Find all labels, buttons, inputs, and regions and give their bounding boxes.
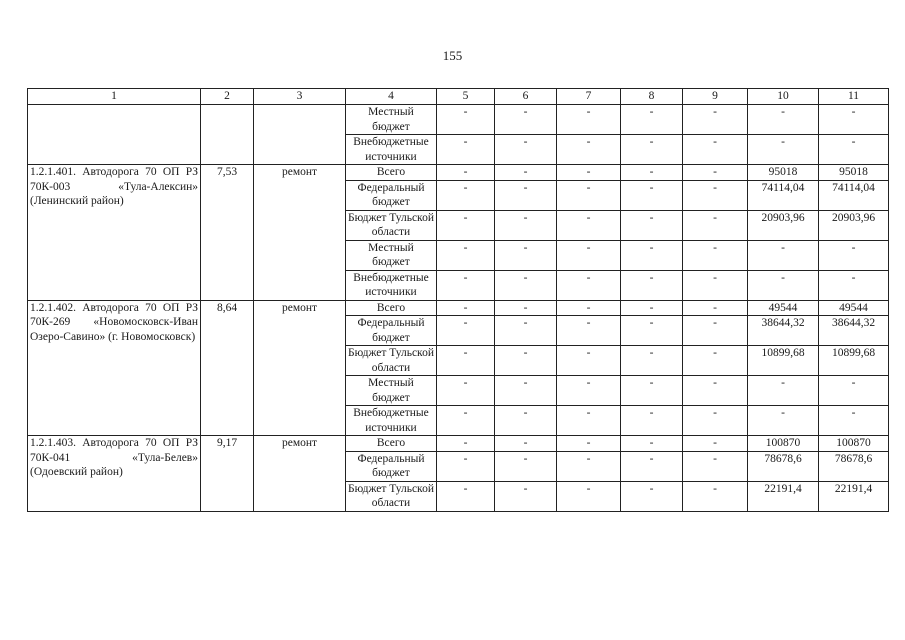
value-cell: - bbox=[495, 481, 557, 511]
value-cell: - bbox=[683, 436, 748, 452]
value-cell: - bbox=[495, 135, 557, 165]
funding-source-cell: Всего bbox=[346, 300, 437, 316]
value-cell: - bbox=[495, 300, 557, 316]
value-cell: - bbox=[495, 105, 557, 135]
funding-source-cell: Внебюджетные источники bbox=[346, 270, 437, 300]
funding-source-cell: Федеральный бюджет bbox=[346, 180, 437, 210]
value-cell: - bbox=[683, 300, 748, 316]
table-row bbox=[28, 105, 889, 135]
value-cell: - bbox=[437, 180, 495, 210]
value-cell: - bbox=[557, 105, 621, 135]
value-cell: - bbox=[557, 135, 621, 165]
funding-source-cell: Бюджет Тульской области bbox=[346, 481, 437, 511]
header-row bbox=[28, 89, 889, 105]
value-cell: - bbox=[621, 210, 683, 240]
value-cell: - bbox=[557, 406, 621, 436]
value-cell: 22191,4 bbox=[748, 481, 819, 511]
funding-source-cell: Федеральный бюджет bbox=[346, 451, 437, 481]
value-cell: - bbox=[683, 105, 748, 135]
value-cell: - bbox=[557, 316, 621, 346]
value-cell: - bbox=[437, 376, 495, 406]
value-cell: 78678,6 bbox=[819, 451, 889, 481]
value-cell: - bbox=[683, 376, 748, 406]
table-row bbox=[28, 165, 889, 181]
funding-source-cell: Федеральный бюджет bbox=[346, 316, 437, 346]
table-row bbox=[28, 436, 889, 452]
value-cell: - bbox=[819, 270, 889, 300]
value-cell: 10899,68 bbox=[748, 346, 819, 376]
value-cell: - bbox=[437, 210, 495, 240]
value-cell: - bbox=[557, 270, 621, 300]
funding-source-cell: Внебюджетные источники bbox=[346, 135, 437, 165]
value-cell: 100870 bbox=[819, 436, 889, 452]
value-cell: - bbox=[557, 481, 621, 511]
work-type-cell: ремонт bbox=[254, 436, 346, 512]
header-cell: 11 bbox=[819, 89, 889, 105]
page-number: 155 bbox=[442, 48, 463, 63]
value-cell: - bbox=[748, 270, 819, 300]
header-cell: 1 bbox=[28, 89, 201, 105]
funding-source-cell: Всего bbox=[346, 165, 437, 181]
value-cell: 74114,04 bbox=[748, 180, 819, 210]
funding-source-cell: Местный бюджет bbox=[346, 105, 437, 135]
value-cell: - bbox=[621, 406, 683, 436]
value-cell: - bbox=[621, 451, 683, 481]
value-cell: - bbox=[437, 135, 495, 165]
value-cell: - bbox=[683, 240, 748, 270]
header-cell: 2 bbox=[201, 89, 254, 105]
value-cell: - bbox=[437, 481, 495, 511]
value-cell: - bbox=[437, 406, 495, 436]
value-cell: - bbox=[683, 346, 748, 376]
value-cell: 78678,6 bbox=[748, 451, 819, 481]
value-cell: - bbox=[495, 180, 557, 210]
value-cell: - bbox=[621, 165, 683, 181]
header-cell: 7 bbox=[557, 89, 621, 105]
funding-source-cell: Бюджет Тульской области bbox=[346, 346, 437, 376]
object-name-cell: 1.2.1.401. Автодорога 70 ОП РЗ 70К-003 «Тула-Алексин» (Ленинский район) bbox=[28, 165, 201, 301]
value-cell: - bbox=[495, 210, 557, 240]
value-cell: - bbox=[495, 240, 557, 270]
header-cell: 6 bbox=[495, 89, 557, 105]
value-cell: 49544 bbox=[748, 300, 819, 316]
value-cell: - bbox=[437, 165, 495, 181]
value-cell: 49544 bbox=[819, 300, 889, 316]
value-cell: - bbox=[495, 406, 557, 436]
value-cell: - bbox=[495, 346, 557, 376]
value-cell: - bbox=[819, 376, 889, 406]
value-cell: - bbox=[437, 270, 495, 300]
table-row bbox=[28, 300, 889, 316]
header-cell: 10 bbox=[748, 89, 819, 105]
value-cell: - bbox=[557, 376, 621, 406]
value-cell: - bbox=[495, 165, 557, 181]
value-cell: - bbox=[621, 300, 683, 316]
value-cell: - bbox=[621, 376, 683, 406]
value-cell: - bbox=[557, 210, 621, 240]
value-cell: 95018 bbox=[748, 165, 819, 181]
value-cell: 95018 bbox=[819, 165, 889, 181]
value-cell: - bbox=[437, 316, 495, 346]
length-cell: 9,17 bbox=[201, 436, 254, 512]
value-cell: 20903,96 bbox=[819, 210, 889, 240]
funding-source-cell: Бюджет Тульской области bbox=[346, 210, 437, 240]
value-cell: - bbox=[621, 481, 683, 511]
value-cell: - bbox=[819, 406, 889, 436]
value-cell: - bbox=[557, 436, 621, 452]
length-cell: 7,53 bbox=[201, 165, 254, 301]
value-cell: - bbox=[621, 105, 683, 135]
value-cell: - bbox=[683, 135, 748, 165]
work-type-cell bbox=[254, 105, 346, 165]
value-cell: - bbox=[621, 316, 683, 346]
value-cell: - bbox=[748, 376, 819, 406]
value-cell: - bbox=[748, 240, 819, 270]
value-cell: - bbox=[683, 180, 748, 210]
value-cell: - bbox=[621, 135, 683, 165]
value-cell: - bbox=[437, 105, 495, 135]
funding-source-cell: Внебюджетные источники bbox=[346, 406, 437, 436]
value-cell: - bbox=[621, 270, 683, 300]
object-name-cell: 1.2.1.402. Автодорога 70 ОП РЗ 70К-269 «Новомосковск-Иван Озеро-Савино» (г. Новомосковск) bbox=[28, 300, 201, 436]
object-name-cell bbox=[28, 105, 201, 165]
value-cell: - bbox=[683, 451, 748, 481]
value-cell: - bbox=[437, 240, 495, 270]
value-cell: - bbox=[819, 240, 889, 270]
value-cell: - bbox=[557, 451, 621, 481]
value-cell: - bbox=[495, 436, 557, 452]
value-cell: - bbox=[437, 451, 495, 481]
value-cell: - bbox=[819, 135, 889, 165]
header-cell: 9 bbox=[683, 89, 748, 105]
header-cell: 5 bbox=[437, 89, 495, 105]
value-cell: - bbox=[495, 316, 557, 346]
value-cell: - bbox=[683, 165, 748, 181]
header-cell: 3 bbox=[254, 89, 346, 105]
value-cell: - bbox=[748, 406, 819, 436]
value-cell: 22191,4 bbox=[819, 481, 889, 511]
value-cell: 74114,04 bbox=[819, 180, 889, 210]
work-type-cell: ремонт bbox=[254, 165, 346, 301]
value-cell: - bbox=[748, 135, 819, 165]
value-cell: - bbox=[557, 240, 621, 270]
value-cell: - bbox=[557, 346, 621, 376]
funding-source-cell: Всего bbox=[346, 436, 437, 452]
value-cell: - bbox=[437, 436, 495, 452]
value-cell: - bbox=[557, 165, 621, 181]
value-cell: - bbox=[683, 406, 748, 436]
value-cell: - bbox=[621, 436, 683, 452]
header-cell: 8 bbox=[621, 89, 683, 105]
value-cell: - bbox=[557, 180, 621, 210]
value-cell: - bbox=[683, 481, 748, 511]
value-cell: - bbox=[495, 270, 557, 300]
length-cell: 8,64 bbox=[201, 300, 254, 436]
value-cell: - bbox=[683, 270, 748, 300]
value-cell: - bbox=[621, 346, 683, 376]
value-cell: - bbox=[621, 180, 683, 210]
value-cell: - bbox=[495, 376, 557, 406]
value-cell: 100870 bbox=[748, 436, 819, 452]
header-cell: 4 bbox=[346, 89, 437, 105]
value-cell: - bbox=[621, 240, 683, 270]
value-cell: 38644,32 bbox=[819, 316, 889, 346]
value-cell: - bbox=[748, 105, 819, 135]
budget-table bbox=[27, 88, 889, 512]
value-cell: - bbox=[437, 346, 495, 376]
value-cell: 20903,96 bbox=[748, 210, 819, 240]
value-cell: - bbox=[495, 451, 557, 481]
value-cell: - bbox=[683, 210, 748, 240]
value-cell: - bbox=[557, 300, 621, 316]
value-cell: - bbox=[683, 316, 748, 346]
length-cell bbox=[201, 105, 254, 165]
object-name-cell: 1.2.1.403. Автодорога 70 ОП РЗ 70К-041 «Тула-Белев» (Одоевский район) bbox=[28, 436, 201, 512]
funding-source-cell: Местный бюджет bbox=[346, 240, 437, 270]
value-cell: 38644,32 bbox=[748, 316, 819, 346]
value-cell: - bbox=[437, 300, 495, 316]
work-type-cell: ремонт bbox=[254, 300, 346, 436]
value-cell: - bbox=[819, 105, 889, 135]
funding-source-cell: Местный бюджет bbox=[346, 376, 437, 406]
value-cell: 10899,68 bbox=[819, 346, 889, 376]
